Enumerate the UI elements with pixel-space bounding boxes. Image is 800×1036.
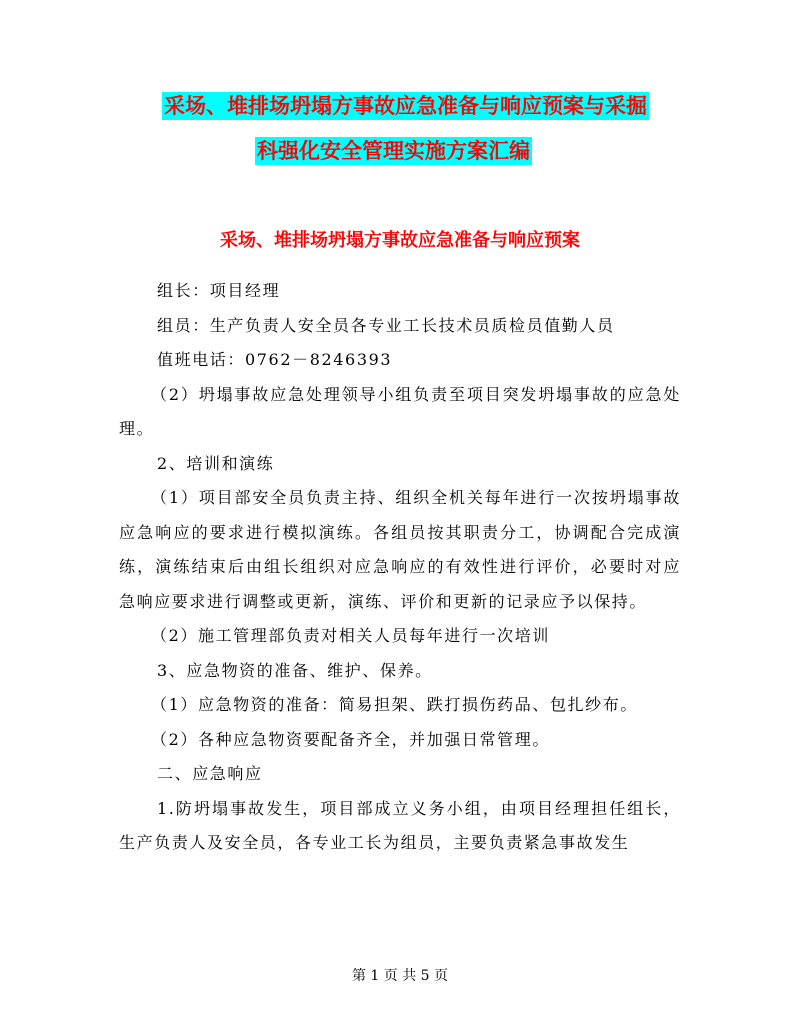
paragraph-response-heading: 二、应急响应 (157, 764, 263, 783)
paragraph-training-heading: 2、培训和演练 (157, 453, 275, 473)
page-footer: 第 1 页 共 5 页 (351, 968, 449, 984)
title-line-2: 科强化安全管理实施方案汇编 (257, 138, 530, 163)
paragraph-supplies-heading: 3、应急物资的准备、维护、保养。 (157, 660, 433, 680)
paragraph-team-members: 组员：生产负责人安全员各专业工长技术员质检员值勤人员 (157, 315, 615, 335)
section-title: 采场、堆排场坍塌方事故应急准备与响应预案 (220, 230, 580, 251)
paragraph-leadership-group: （2）坍塌事故应急处理领导小组负责至项目突发坍塌事故的应急处理。 (119, 384, 681, 438)
paragraph-duty-phone: 值班电话：0762－8246393 (157, 350, 393, 369)
paragraph-team-leader: 组长：项目经理 (157, 281, 281, 300)
document-body (119, 274, 681, 861)
title-line-1: 采场、堆排场坍塌方事故应急准备与响应预案与采掘 (164, 93, 647, 118)
paragraph-supplies-list: （1）应急物资的准备：简易担架、跌打损伤药品、包扎纱布。 (151, 695, 638, 714)
paragraph-response-team: 1.防坍塌事故发生，项目部成立义务小组，由项目经理担任组长，生产负责人及安全员，各专业工长为组员，主要负责紧急事故发生 (119, 798, 681, 852)
paragraph-training-staff: （2）施工管理部负责对相关人员每年进行一次培训 (151, 626, 550, 645)
paragraph-supplies-management: （2）各种应急物资要配备齐全，并加强日常管理。 (151, 729, 550, 749)
paragraph-training-drill: （1）项目部安全员负责主持、组织全机关每年进行一次按坍塌事故应急响应的要求进行模拟演练。各组员按其职责分工，协调配合完成演练，演练结束后由组长组织对应急响应的有效性进行评价，必要时对应急响应要求进行调整或更新，演练、评价和更新的记录应予以保持。 (119, 488, 681, 611)
